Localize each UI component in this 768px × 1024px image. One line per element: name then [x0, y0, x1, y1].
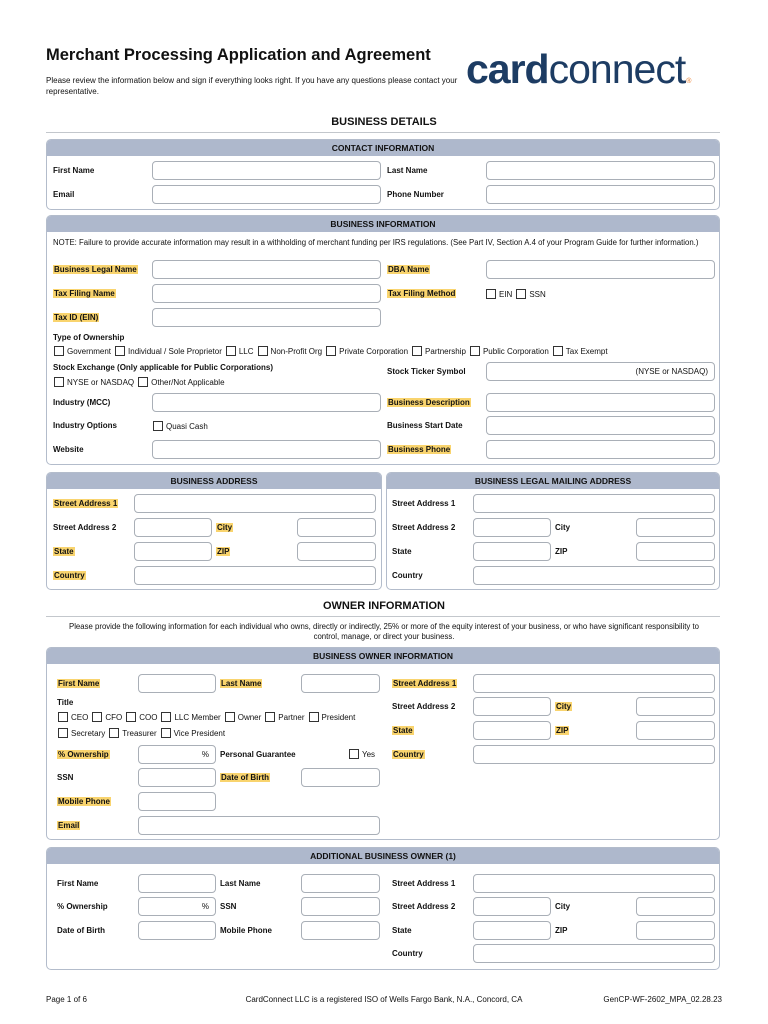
owner-email-input[interactable]: [138, 816, 380, 835]
add-owner-zip-label: ZIP: [555, 926, 568, 935]
owner-country-label: Country: [393, 750, 424, 759]
checkbox[interactable]: [138, 377, 148, 387]
zip-label: ZIP: [217, 547, 230, 556]
add-owner-last-name-input[interactable]: [301, 874, 380, 893]
add-owner-mobile-input[interactable]: [301, 921, 380, 940]
business-details-heading: BUSINESS DETAILS: [331, 116, 437, 128]
stock-ticker-hint: (NYSE or NASDAQ): [635, 367, 708, 376]
mailing-country-label: Country: [392, 571, 423, 580]
add-owner-last-name-label: Last Name: [220, 879, 261, 888]
checkbox[interactable]: [516, 289, 526, 299]
ownership-llc-option[interactable]: LLC: [226, 346, 254, 356]
contact-last-name-input[interactable]: [486, 161, 715, 180]
mailing-zip-input[interactable]: [636, 542, 715, 561]
street-address-2-label: Street Address 2: [53, 523, 117, 532]
checkbox[interactable]: [326, 346, 336, 356]
mailing-street-2-label: Street Address 2: [392, 523, 456, 532]
add-owner-city-input[interactable]: [636, 897, 715, 916]
ownership-public-corp-option[interactable]: Public Corporation: [470, 346, 549, 356]
title-vice-president-option[interactable]: Vice President: [161, 728, 225, 738]
owner-zip-input[interactable]: [636, 721, 715, 740]
tax-method-ein-option[interactable]: EIN: [486, 289, 512, 299]
last-name-label: Last Name: [387, 166, 428, 175]
owner-city-label: City: [556, 702, 572, 711]
business-street-1-input[interactable]: [134, 494, 376, 513]
owner-email-label: Email: [58, 821, 80, 830]
stock-exchange-options: [54, 377, 229, 387]
checkbox[interactable]: [58, 712, 68, 722]
iso-notice: CardConnect LLC is a registered ISO of Wells Fargo Bank, N.A., Concord, CA: [245, 995, 523, 1004]
checkbox[interactable]: [226, 346, 236, 356]
title-coo-option[interactable]: COO: [126, 712, 157, 722]
add-owner-dob-label: Date of Birth: [57, 926, 105, 935]
title-llc-member-option[interactable]: LLC Member: [161, 712, 220, 722]
title-owner-option[interactable]: Owner: [225, 712, 262, 722]
owner-state-input[interactable]: [473, 721, 551, 740]
owner-zip-label: ZIP: [556, 726, 569, 735]
mailing-zip-label: ZIP: [555, 547, 568, 556]
checkbox[interactable]: [470, 346, 480, 356]
form-id: GenCP-WF-2602_MPA_02.28.23: [603, 995, 722, 1004]
ownership-private-corp-option[interactable]: Private Corporation: [326, 346, 408, 356]
owner-title-options-row1: [58, 712, 359, 722]
business-street-2-input[interactable]: [134, 518, 212, 537]
state-label: State: [54, 547, 74, 556]
checkbox[interactable]: [349, 749, 359, 759]
dba-name-label: DBA Name: [388, 265, 430, 274]
title-president-option[interactable]: President: [309, 712, 356, 722]
owner-state-label: State: [393, 726, 413, 735]
owner-first-name-input[interactable]: [138, 674, 216, 693]
owner-intro-text: Please provide the following information for each individual who owns, directly or indirectly, 25% or more of the equity interest of your business, or who have significant responsibility to control, manage, or direct your business.: [69, 622, 699, 641]
business-information-heading: BUSINESS INFORMATION: [47, 216, 719, 232]
checkbox[interactable]: [265, 712, 275, 722]
title-secretary-option[interactable]: Secretary: [58, 728, 105, 738]
section-divider: [46, 616, 720, 617]
tax-method-options: [486, 289, 550, 299]
checkbox[interactable]: [54, 346, 64, 356]
mailing-city-input[interactable]: [636, 518, 715, 537]
owner-mobile-input[interactable]: [138, 792, 216, 811]
business-zip-input[interactable]: [297, 542, 376, 561]
add-owner-street-1-input[interactable]: [473, 874, 715, 893]
stock-ticker-input[interactable]: [486, 362, 715, 381]
mailing-address-heading: BUSINESS LEGAL MAILING ADDRESS: [387, 473, 719, 489]
business-address-heading: BUSINESS ADDRESS: [47, 473, 381, 489]
owner-street-1-label: Street Address 1: [393, 679, 457, 688]
stock-exchange-other-option[interactable]: Other/Not Applicable: [138, 377, 224, 387]
dba-name-input[interactable]: [486, 260, 715, 279]
owner-title-options-row2: [58, 728, 229, 738]
business-phone-input[interactable]: [486, 440, 715, 459]
add-owner-ssn-input[interactable]: [301, 897, 380, 916]
business-description-label: Business Description: [388, 398, 470, 407]
checkbox[interactable]: [92, 712, 102, 722]
add-owner-zip-input[interactable]: [636, 921, 715, 940]
registered-mark: ®: [686, 78, 692, 85]
owner-ssn-input[interactable]: [138, 768, 216, 787]
owner-first-name-label: First Name: [58, 679, 100, 688]
add-owner-country-label: Country: [392, 949, 423, 958]
owner-mobile-label: Mobile Phone: [58, 797, 110, 806]
additional-owner-heading: ADDITIONAL BUSINESS OWNER (1): [47, 848, 719, 864]
contact-email-input[interactable]: [152, 185, 381, 204]
owner-street-1-input[interactable]: [473, 674, 715, 693]
email-label: Email: [53, 190, 75, 199]
owner-ssn-label: SSN: [57, 773, 74, 782]
section-divider: [46, 132, 720, 133]
business-phone-label: Business Phone: [388, 445, 451, 454]
type-of-ownership-label: Type of Ownership: [53, 333, 125, 342]
mailing-city-label: City: [555, 523, 571, 532]
checkbox[interactable]: [309, 712, 319, 722]
industry-options-label: Industry Options: [53, 421, 117, 430]
ownership-sole-proprietor-option[interactable]: Individual / Sole Proprietor: [115, 346, 222, 356]
page-title: Merchant Processing Application and Agreement: [46, 46, 431, 64]
website-label: Website: [53, 445, 84, 454]
business-legal-name-input[interactable]: [152, 260, 381, 279]
checkbox[interactable]: [225, 712, 235, 722]
tax-filing-method-label: Tax Filing Method: [388, 289, 456, 298]
percent-sign: %: [201, 902, 209, 911]
owner-dob-input[interactable]: [301, 768, 380, 787]
checkbox[interactable]: [161, 712, 171, 722]
add-owner-first-name-input[interactable]: [138, 874, 216, 893]
owner-information-heading: OWNER INFORMATION: [322, 600, 445, 612]
mailing-country-input[interactable]: [473, 566, 715, 585]
checkbox[interactable]: [412, 346, 422, 356]
logo-bold-text: card: [466, 46, 549, 92]
tax-id-input[interactable]: [152, 308, 381, 327]
tax-filing-name-input[interactable]: [152, 284, 381, 303]
add-owner-ownership-label: % Ownership: [57, 902, 108, 911]
phone-number-label: Phone Number: [387, 190, 444, 199]
business-country-input[interactable]: [134, 566, 376, 585]
owner-last-name-input[interactable]: [301, 674, 380, 693]
business-state-input[interactable]: [134, 542, 212, 561]
tax-method-ssn-option[interactable]: SSN: [516, 289, 545, 299]
mailing-street-1-label: Street Address 1: [392, 499, 456, 508]
owner-title-label: Title: [57, 698, 74, 707]
checkbox[interactable]: [153, 421, 163, 431]
business-owner-heading: BUSINESS OWNER INFORMATION: [47, 648, 719, 664]
industry-mcc-input[interactable]: [152, 393, 381, 412]
checkbox[interactable]: [54, 377, 64, 387]
city-label: City: [217, 523, 233, 532]
yes-text: Yes: [362, 750, 376, 759]
business-start-date-input[interactable]: [486, 416, 715, 435]
page-number: Page 1 of 6: [46, 995, 87, 1004]
stock-exchange-nyse-option[interactable]: NYSE or NASDAQ: [54, 377, 134, 387]
business-legal-name-label: Business Legal Name: [54, 265, 137, 274]
add-owner-city-label: City: [555, 902, 571, 911]
owner-last-name-label: Last Name: [221, 679, 262, 688]
business-start-date-label: Business Start Date: [387, 421, 463, 430]
add-owner-state-input[interactable]: [473, 921, 551, 940]
checkbox[interactable]: [486, 289, 496, 299]
country-label: Country: [54, 571, 85, 580]
stock-exchange-label: Stock Exchange (Only applicable for Public Corporations): [53, 363, 274, 372]
quasi-cash-text: Quasi Cash: [166, 422, 208, 431]
add-owner-street-2-label: Street Address 2: [392, 902, 456, 911]
add-owner-country-input[interactable]: [473, 944, 715, 963]
mailing-street-2-input[interactable]: [473, 518, 551, 537]
mailing-street-1-input[interactable]: [473, 494, 715, 513]
website-input[interactable]: [152, 440, 381, 459]
ownership-non-profit-option[interactable]: Non-Profit Org: [258, 346, 323, 356]
irs-note: NOTE: Failure to provide accurate information may result in a withholding of merchant funding per IRS regulations. (See Part IV, Section A.4 of your Program Guide for further information.): [53, 238, 699, 247]
add-owner-ssn-label: SSN: [220, 902, 237, 911]
owner-city-input[interactable]: [636, 697, 715, 716]
first-name-label: First Name: [53, 166, 95, 175]
checkbox[interactable]: [161, 728, 171, 738]
cardconnect-logo: [466, 46, 691, 93]
industry-mcc-label: Industry (MCC): [53, 398, 111, 407]
owner-street-2-input[interactable]: [473, 697, 551, 716]
checkbox[interactable]: [115, 346, 125, 356]
owner-country-input[interactable]: [473, 745, 715, 764]
add-owner-street-1-label: Street Address 1: [392, 879, 456, 888]
contact-first-name-input[interactable]: [152, 161, 381, 180]
add-owner-street-2-input[interactable]: [473, 897, 551, 916]
quasi-cash-option[interactable]: [153, 421, 208, 431]
ownership-government-option[interactable]: Government: [54, 346, 111, 356]
ownership-options: [54, 346, 719, 356]
contact-phone-input[interactable]: [486, 185, 715, 204]
business-city-input[interactable]: [297, 518, 376, 537]
owner-dob-label: Date of Birth: [221, 773, 269, 782]
intro-text: Please review the information below and sign if everything looks right. If you have any questions please contact your representative.: [46, 76, 458, 96]
checkbox[interactable]: [58, 728, 68, 738]
tax-filing-name-label: Tax Filing Name: [54, 289, 115, 298]
checkbox[interactable]: [109, 728, 119, 738]
title-ceo-option[interactable]: CEO: [58, 712, 88, 722]
add-owner-dob-input[interactable]: [138, 921, 216, 940]
ownership-tax-exempt-option[interactable]: Tax Exempt: [553, 346, 608, 356]
owner-ownership-label: % Ownership: [58, 750, 109, 759]
business-description-input[interactable]: [486, 393, 715, 412]
personal-guarantee-label: Personal Guarantee: [220, 750, 296, 759]
add-owner-mobile-label: Mobile Phone: [220, 926, 272, 935]
add-owner-state-label: State: [392, 926, 412, 935]
title-partner-option[interactable]: Partner: [265, 712, 304, 722]
personal-guarantee-yes-option[interactable]: [349, 749, 375, 759]
checkbox[interactable]: [553, 346, 563, 356]
checkbox[interactable]: [126, 712, 136, 722]
contact-information-heading: CONTACT INFORMATION: [47, 140, 719, 156]
logo-light-text: connect: [548, 46, 686, 92]
ownership-partnership-option[interactable]: Partnership: [412, 346, 466, 356]
tax-id-label: Tax ID (EIN): [54, 313, 99, 322]
stock-ticker-label: Stock Ticker Symbol: [387, 367, 466, 376]
title-cfo-option[interactable]: CFO: [92, 712, 122, 722]
checkbox[interactable]: [258, 346, 268, 356]
street-address-1-label: Street Address 1: [54, 499, 118, 508]
owner-street-2-label: Street Address 2: [392, 702, 456, 711]
mailing-state-label: State: [392, 547, 412, 556]
add-owner-first-name-label: First Name: [57, 879, 99, 888]
mailing-state-input[interactable]: [473, 542, 551, 561]
owner-ownership-input[interactable]: [138, 745, 216, 764]
percent-sign: %: [201, 750, 209, 759]
add-owner-ownership-input[interactable]: [138, 897, 216, 916]
title-treasurer-option[interactable]: Treasurer: [109, 728, 156, 738]
